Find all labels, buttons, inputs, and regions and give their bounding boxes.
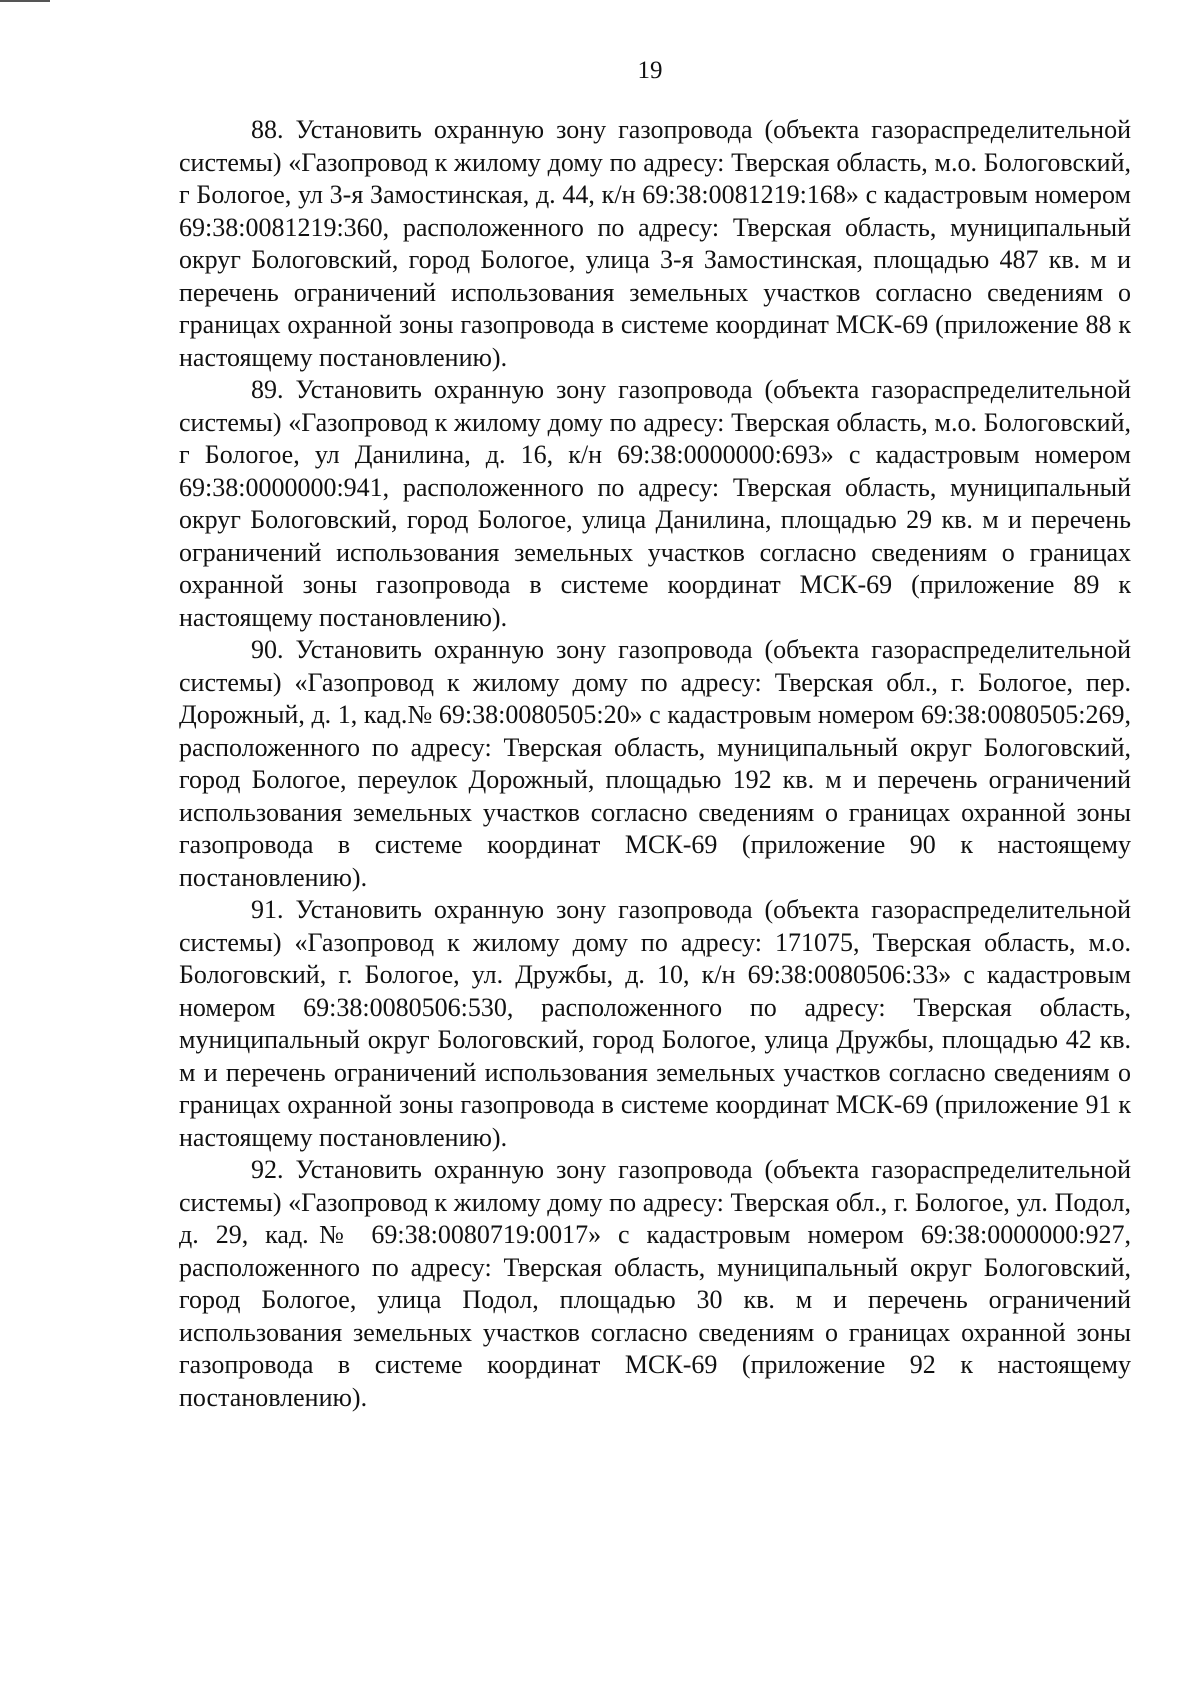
clause-90: 90. Установить охранную зону газопровода (объекта газораспределительной системы) «Газопровод к жилому дому по адресу: Тверская обл., г. Бологое, пер. Дорожный, д. 1, кад.№ 69:38:0080505:20» с кадастровым номером 69:38:0080505:269, расположенного по адресу: Тверская область, муниципальный округ Бологовский, город Бологое, переулок Дорожный, площадью 192 кв. м и перечень ограничений использования земельных участков согласно сведениям о границах охранной зоны газопровода в системе координат МСК-69 (приложение 90 к настоящему постановлению). bbox=[179, 635, 1131, 892]
clause-91: 91. Установить охранную зону газопровода (объекта газораспределительной системы) «Газопровод к жилому дому по адресу: 171075, Тверская область, м.о. Бологовский, г. Бологое, ул. Дружбы, д. 10, к/н 69:38:0080506:33» с кадастровым номером 69:38:0080506:530, расположенного по адресу: Тверская область, муниципальный округ Бологовский, город Бологое, улица Дружбы, площадью 42 кв. м и перечень ограничений использования земельных участков согласно сведениям о границах охранной зоны газопровода в системе координат МСК-69 (приложение 91 к настоящему постановлению). bbox=[179, 895, 1131, 1152]
page-number: 19 bbox=[637, 57, 663, 84]
document-body bbox=[179, 114, 1131, 1414]
clause-89: 89. Установить охранную зону газопровода (объекта газораспределительной системы) «Газопровод к жилому дому по адресу: Тверская область, м.о. Бологовский, г Бологое, ул Данилина, д. 16, к/н 69:38:0000000:693» с кадастровым номером 69:38:0000000:941, расположенного по адресу: Тверская область, муниципальный округ Бологовский, город Бологое, улица Данилина, площадью 29 кв. м и перечень ограничений использования земельных участков согласно сведениям о границах охранной зоны газопровода в системе координат МСК-69 (приложение 89 к настоящему постановлению). bbox=[179, 375, 1131, 632]
clause-92: 92. Установить охранную зону газопровода (объекта газораспределительной системы) «Газопровод к жилому дому по адресу: Тверская обл., г. Бологое, ул. Подол, д. 29, кад.№ 69:38:0080719:0017» с кадастровым номером 69:38:0000000:927, расположенного по адресу: Тверская область, муниципальный округ Бологовский, город Бологое, улица Подол, площадью 30 кв. м и перечень ограничений использования земельных участков согласно сведениям о границах охранной зоны газопровода в системе координат МСК-69 (приложение 92 к настоящему постановлению). bbox=[179, 1155, 1131, 1412]
clause-88: 88. Установить охранную зону газопровода (объекта газораспределительной системы) «Газопровод к жилому дому по адресу: Тверская область, м.о. Бологовский, г Бологое, ул 3-я Замостинская, д. 44, к/н 69:38:0081219:168» с кадастровым номером 69:38:0081219:360, расположенного по адресу: Тверская область, муниципальный округ Бологовский, город Бологое, улица 3-я Замостинская, площадью 487 кв. м и перечень ограничений использования земельных участков согласно сведениям о границах охранной зоны газопровода в системе координат МСК-69 (приложение 88 к настоящему постановлению). bbox=[179, 115, 1131, 372]
scan-edge-mark bbox=[0, 0, 50, 2]
